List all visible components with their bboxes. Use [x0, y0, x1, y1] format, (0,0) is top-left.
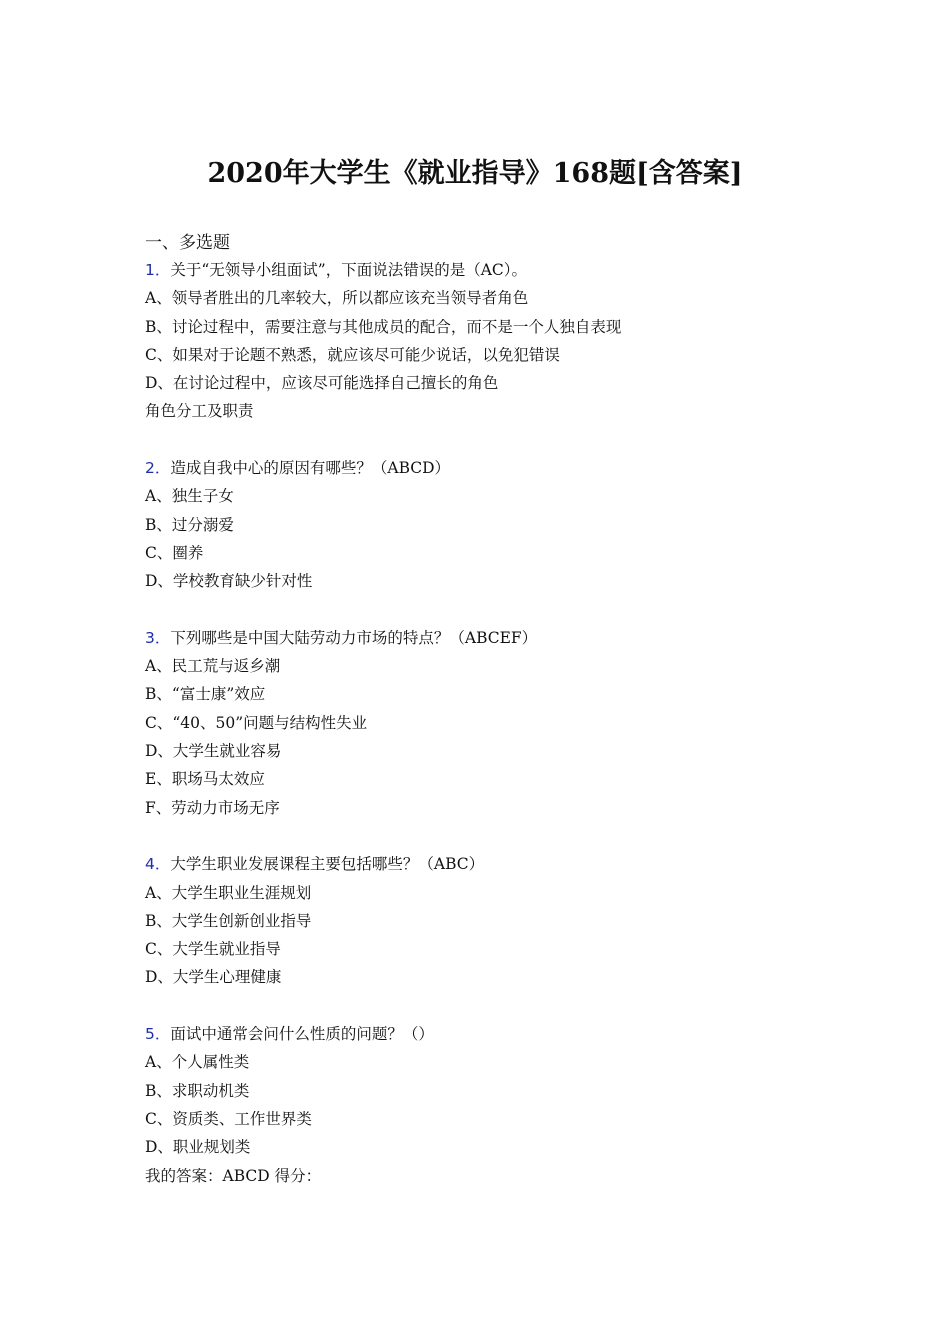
question-2 — [145, 454, 845, 595]
question-4 — [145, 850, 845, 991]
question-note: 角色分工及职责 — [145, 402, 254, 421]
option: B、过分溺爱 — [145, 515, 234, 534]
option: B、求职动机类 — [145, 1081, 250, 1100]
option: A、民工荒与返乡潮 — [145, 657, 281, 676]
option: A、个人属性类 — [145, 1053, 250, 1072]
question-text: 大学生职业发展课程主要包括哪些？（ABC） — [170, 855, 485, 874]
question-text: 关于“无领导小组面试”，下面说法错误的是（AC）。 — [170, 261, 528, 279]
option: C、资质类、工作世界类 — [145, 1109, 312, 1128]
document-title: 2020年大学生《就业指导》168题[含答案] — [207, 158, 743, 189]
question-stem — [145, 1020, 845, 1048]
question-text: 造成自我中心的原因有哪些？（ABCD） — [170, 459, 451, 478]
option: B、大学生创新创业指导 — [145, 911, 312, 930]
option: D、大学生心理健康 — [145, 968, 282, 987]
question-number: 4． — [145, 855, 171, 874]
option: A、独生子女 — [145, 487, 234, 506]
question-stem — [145, 850, 845, 878]
question-3 — [145, 624, 845, 822]
question-number: 3． — [145, 628, 171, 647]
question-stem — [145, 454, 845, 482]
section-heading: 一、多选题 — [145, 233, 230, 253]
option: D、大学生就业容易 — [145, 742, 282, 761]
question-gap — [145, 822, 845, 850]
option: B、讨论过程中，需要注意与其他成员的配合，而不是一个人独自表现 — [145, 317, 622, 336]
option: B、“富士康”效应 — [145, 685, 266, 704]
question-gap — [145, 992, 845, 1020]
option: C、如果对于论题不熟悉，就应该尽可能少说话，以免犯错误 — [145, 345, 560, 364]
question-gap — [145, 426, 845, 454]
question-text: 面试中通常会问什么性质的问题？（） — [170, 1025, 434, 1044]
option: F、劳动力市场无序 — [145, 798, 280, 817]
option: C、大学生就业指导 — [145, 940, 281, 959]
option: A、大学生职业生涯规划 — [145, 883, 312, 902]
option: D、学校教育缺少针对性 — [145, 572, 313, 591]
question-5 — [145, 1020, 845, 1190]
question-stem — [145, 624, 845, 652]
option: C、圈养 — [145, 543, 204, 562]
option: C、“40、50”问题与结构性失业 — [145, 713, 368, 732]
option: A、领导者胜出的几率较大，所以都应该充当领导者角色 — [145, 289, 529, 308]
option: D、在讨论过程中，应该尽可能选择自己擅长的角色 — [145, 374, 499, 393]
question-number: 2． — [145, 459, 171, 478]
question-number: 5． — [145, 1025, 171, 1044]
question-text: 下列哪些是中国大陆劳动力市场的特点？（ABCEF） — [170, 628, 538, 647]
question-stem — [145, 256, 845, 284]
option: D、职业规划类 — [145, 1138, 251, 1157]
question-list — [145, 256, 845, 1190]
question-1 — [145, 256, 845, 426]
option: E、职场马太效应 — [145, 770, 265, 789]
question-note: 我的答案：ABCD 得分： — [145, 1166, 322, 1185]
question-gap — [145, 596, 845, 624]
question-number: 1． — [145, 261, 171, 279]
